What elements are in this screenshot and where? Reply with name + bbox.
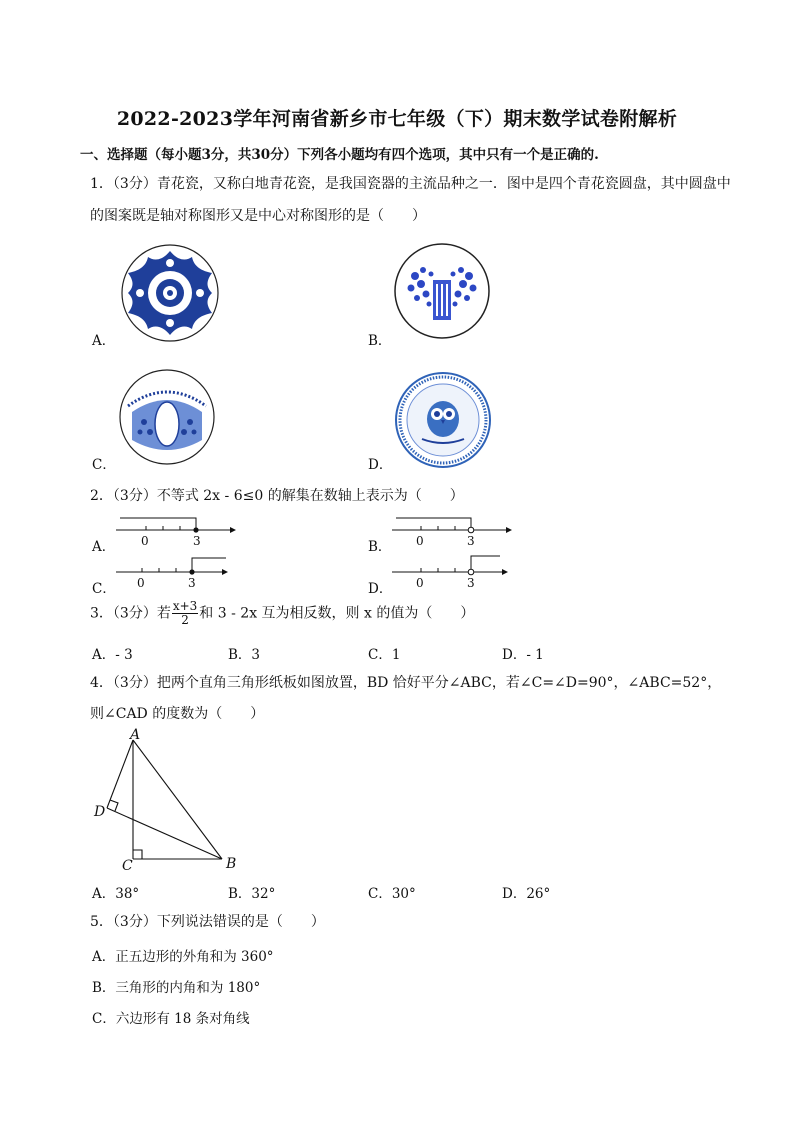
q4-label-b: B [226,856,237,872]
q4-stem-line2: 则∠CAD 的度数为（ ） [90,706,265,722]
q5-stem: 5．（3分）下列说法错误的是（ ） [90,914,325,930]
q2a-tick-3: 3 [193,534,201,548]
q3-option-b[interactable]: B．3 [228,647,261,663]
q3-stem-post: 和 3 - 2x 互为相反数，则 x 的值为（ ） [199,605,475,622]
q2-option-a[interactable]: A． [92,539,116,555]
q4-option-c[interactable]: C．30° [368,886,416,902]
number-line-c [116,552,236,592]
number-line-b [392,510,512,550]
q2c-tick-0: 0 [137,576,145,590]
plate-d-image [394,371,492,469]
q2c-tick-3: 3 [188,576,196,590]
plate-b-image [393,242,491,340]
triangle-figure [88,726,248,874]
q3-stem-pre: 3．（3分）若 [90,605,171,622]
q2-option-c[interactable]: C． [92,581,116,597]
q3-option-c[interactable]: C．1 [368,647,401,663]
q1-option-c[interactable]: C． [92,457,116,473]
page-title: 2022-2023学年河南省新乡市七年级（下）期末数学试卷附解析 [116,108,678,130]
q2a-tick-0: 0 [141,534,149,548]
q2b-tick-0: 0 [416,534,424,548]
number-line-d [392,552,512,592]
plate-a-image [120,243,220,343]
q1-stem-line2: 的图案既是轴对称图形又是中心对称图形的是（ ） [90,208,426,224]
section-heading: 一、选择题（每小题3分，共30分）下列各小题均有四个选项，其中只有一个是正确的. [80,147,599,163]
q4-option-b[interactable]: B．32° [228,886,276,902]
q3-stem [90,600,474,627]
q2b-tick-3: 3 [467,534,475,548]
q2d-tick-0: 0 [416,576,424,590]
q4-option-a[interactable]: A．38° [92,886,140,902]
q4-label-d: D [94,804,106,820]
q3-fraction-numerator: x+3 [172,599,198,613]
q2-option-d[interactable]: D． [368,581,393,597]
number-line-a [116,510,236,550]
q3-option-a[interactable]: A．- 3 [92,647,133,663]
q2d-tick-3: 3 [467,576,475,590]
q3-option-d[interactable]: D．- 1 [502,647,544,663]
q5-option-b[interactable]: B．三角形的内角和为 180° [92,980,261,996]
q5-option-a[interactable]: A．正五边形的外角和为 360° [92,949,274,965]
q1-option-d[interactable]: D． [368,457,393,473]
q4-option-d[interactable]: D．26° [502,886,551,902]
q2-option-b[interactable]: B． [368,539,392,555]
q1-stem-line1: 1．（3分）青花瓷，又称白地青花瓷，是我国瓷器的主流品种之一．图中是四个青花瓷圆盘，其中圆盘中 [90,176,731,192]
q5-option-c[interactable]: C．六边形有 18 条对角线 [92,1011,250,1027]
plate-c-image [118,368,216,466]
q4-label-c: C [122,858,133,874]
q3-fraction-denominator: 2 [181,613,189,627]
q1-option-a[interactable]: A． [92,333,116,349]
q4-label-a: A [130,727,141,743]
q2-stem: 2．（3分）不等式 2x - 6≤0 的解集在数轴上表示为（ ） [90,488,464,504]
q1-option-b[interactable]: B． [368,333,392,349]
q3-fraction [172,600,198,627]
q4-stem-line1: 4．（3分）把两个直角三角形纸板如图放置，BD 恰好平分∠ABC，若∠C=∠D=90°，∠ABC=52°， [90,675,722,691]
